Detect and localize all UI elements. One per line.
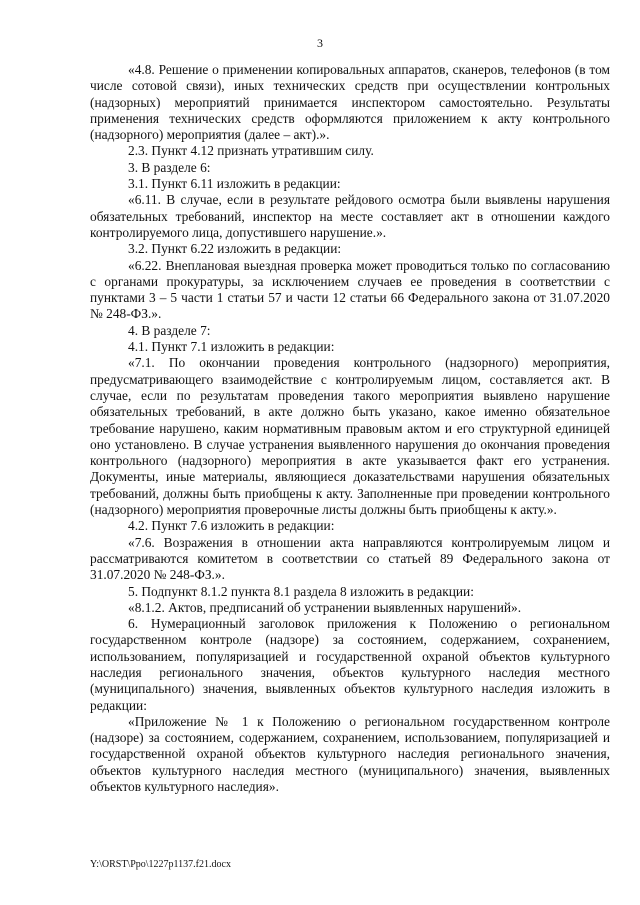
paragraph: 4. В разделе 7: xyxy=(128,322,211,338)
paragraph: 2.3. Пункт 4.12 признать утратившим силу. xyxy=(128,143,374,159)
paragraph: «8.1.2. Актов, предписаний об устранении выявленных нарушений». xyxy=(128,599,522,615)
paragraph: 5. Подпункт 8.1.2 пункта 8.1 раздела 8 изложить в редакции: xyxy=(128,583,474,599)
paragraph: 3.1. Пункт 6.11 изложить в редакции: xyxy=(128,176,341,192)
paragraph: «7.1. По окончании проведения контрольного (надзорного) мероприятия, предусматривающего взаимодействие с контролируемым лицом, составляется акт. В случае, если по результатам проведения такого мероприятия выявлено нарушение обязательных требований, в акте должно быть указано, какое именно обязательное требование нарушено, каким нормативным правовым актом и его структурной единицей оно установлено. В случае устранения выявленного нарушения до окончания проведения контрольного (надзорного) мероприятия в акте указывается факт его устранения. Документы, иные материалы, являющиеся доказательствами нарушения обязательных требований, должны быть приобщены к акту. Заполненные при проведении контрольного (надзорного) мероприятия проверочные листы должны быть приобщены к акту.». xyxy=(90,355,610,518)
paragraph: 3. В разделе 6: xyxy=(128,159,211,175)
paragraph: 6. Нумерационный заголовок приложения к Положению о региональном государственном контроле (надзоре) за состоянием, содержанием, сохранением, использованием, популяризацией и государственной охраной объектов культурного наследия регионального значения, объектов культурного наследия местного (муниципального) значения, выявленных объектов культурного наследия изложить в редакции: xyxy=(90,616,610,713)
paragraph: 3.2. Пункт 6.22 изложить в редакции: xyxy=(128,241,342,257)
paragraph: «4.8. Решение о применении копировальных аппаратов, сканеров, телефонов (в том числе сотовой связи), иных технических средств при осуществлении контрольных (надзорных) мероприятий принимается инспектором самостоятельно. Результаты применения технических средств оформляются приложением к акту контрольного (надзорного) мероприятия (далее – акт).». xyxy=(90,62,610,143)
paragraph: 4.1. Пункт 7.1 изложить в редакции: xyxy=(128,339,335,355)
paragraph: «Приложение № 1 к Положению о региональном государственном контроле (надзоре) за состоянием, содержанием, сохранением, использованием, популяризацией и государственной охраной объектов культурного наследия регионального значения, объектов культурного наследия местного (муниципального) значения, выявленных объектов культурного наследия». xyxy=(90,713,610,795)
page-number: 3 xyxy=(317,36,323,50)
paragraph: «6.11. В случае, если в результате рейдового осмотра были выявлены нарушения обязательных требований, инспектор на месте составляет акт в отношении каждого контролируемого лица, допустившего нарушение.». xyxy=(90,192,610,240)
document-body xyxy=(90,62,610,795)
paragraph: 4.2. Пункт 7.6 изложить в редакции: xyxy=(128,518,335,534)
footer-file-path: Y:\ORST\Ppo\1227p1137.f21.docx xyxy=(90,859,231,870)
paragraph: «7.6. Возражения в отношении акта направляются контролируемым лицом и рассматриваются комитетом в соответствии со статьей 89 Федерального закона от 31.07.2020 № 248-ФЗ.». xyxy=(90,534,610,583)
paragraph: «6.22. Внеплановая выездная проверка может проводиться только по согласованию с органами прокуратуры, за исключением случаев ее проведения в соответствии с пунктами 3 – 5 части 1 статьи 57 и части 12 статьи 66 Федерального закона от 31.07.2020 № 248-ФЗ.». xyxy=(90,257,610,322)
